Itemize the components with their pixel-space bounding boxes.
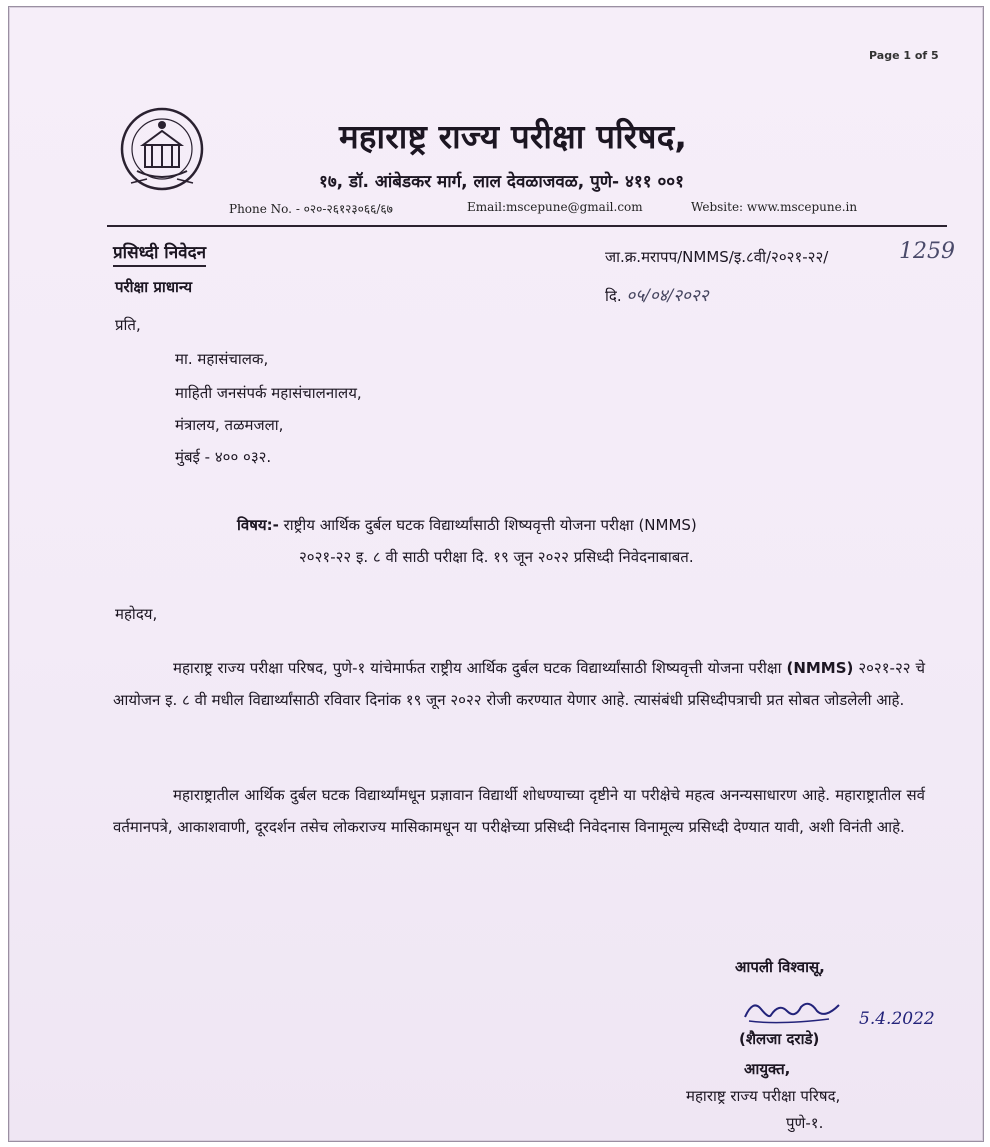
recipient-to: प्रति, (115, 316, 141, 334)
body-paragraph-2: महाराष्ट्रातील आर्थिक दुर्बल घटक विद्यार्थ्यांमधून प्रज्ञावान विद्यार्थी शोधण्याच्या दृष्टीने या परीक्षेचे महत्व अनन्यसाधारण आहे. महाराष्ट्रातील सर्व वर्तमानपत्रे, आकाशवाणी, दूरदर्शन तसेच लोकराज्य मासिकामधून या परीक्षेच्या प्रसिध्दी निवेदनास विनामूल्य प्रसिध्दी देण्यात यावी, अशी विनंती आहे. (113, 786, 925, 836)
para1-after: २०२१-२२ चे आयोजन इ. ८ वी मधील विद्यार्थ्यांसाठी रविवार दिनांक १९ जून २०२२ रोजी करण्यात येणार आहे. त्यासंबंधी प्रसिध्दीपत्राची प्रत सोबत जोडलेली आहे. (113, 659, 925, 709)
reference-number (605, 247, 828, 267)
date-prefix: दि. (605, 287, 622, 305)
org-address: १७, डॉ. आंबेडकर मार्ग, लाल देवळाजवळ, पुणे- ४११ ००१ (319, 172, 684, 192)
reference-handwritten-number: 1259 (899, 239, 955, 264)
body-paragraph-1 (113, 652, 925, 716)
date-handwritten: ०५/०४/२०२२ (626, 286, 709, 306)
website-link[interactable]: Website: www.mscepune.in (691, 200, 858, 214)
para1-bold: (NMMS) (786, 659, 854, 677)
handwritten-signature (739, 995, 849, 1029)
council-seal-logo (117, 105, 207, 209)
subject-text-1: राष्ट्रीय आर्थिक दुर्बल घटक विद्यार्थ्यांसाठी शिष्यवृत्ती योजना परीक्षा (NMMS) (278, 516, 697, 534)
email-address[interactable]: Email:mscepune@gmail.com (467, 200, 643, 214)
phone-number: Phone No. - ०२०-२६१२३०६६/६७ (229, 202, 393, 216)
notice-label: प्रसिध्दी निवेदन (113, 240, 206, 267)
recipient-line-3: मंत्रालय, तळमजला, (175, 416, 284, 434)
salutation: महोदय, (115, 605, 158, 623)
signature-scribble-icon (739, 995, 849, 1029)
recipient-line-2: माहिती जनसंपर्क महासंचालनालय, (175, 384, 362, 402)
priority-label: परीक्षा प्राधान्य (115, 278, 193, 296)
page-number: Page 1 of 5 (869, 49, 939, 62)
seal-emblem-icon (117, 105, 207, 209)
recipient-line-1: मा. महासंचालक, (175, 350, 269, 368)
reference-number-text: जा.क्र.मरापप/NMMS/इ.८वी/२०२१-२२/ (605, 248, 829, 266)
subject-line-2: २०२१-२२ इ. ८ वी साठी परीक्षा दि. १९ जून २०२२ प्रसिध्दी निवेदनाबाबत. (299, 548, 694, 566)
letter-date (605, 283, 709, 306)
signatory-title: आयुक्त, (744, 1060, 791, 1078)
para1-before: महाराष्ट्र राज्य परीक्षा परिषद, पुणे-१ यांचेमार्फत राष्ट्रीय आर्थिक दुर्बल घटक विद्यार्थ्यांसाठी शिष्यवृत्ती योजना परीक्षा (173, 659, 787, 677)
org-name: महाराष्ट्र राज्य परीक्षा परिषद, (339, 117, 688, 156)
signatory-org: महाराष्ट्र राज्य परीक्षा परिषद, (686, 1087, 841, 1105)
header-divider (107, 225, 947, 227)
signatory-city: पुणे-१. (786, 1114, 824, 1132)
signatory-name: (शैलजा दराडे) (739, 1030, 820, 1048)
subject-label: विषय:- (237, 516, 279, 534)
subject-line-1 (237, 515, 697, 535)
recipient-line-4: मुंबई - ४०० ०३२. (175, 448, 272, 466)
signature-date: 5.4.2022 (859, 1009, 935, 1029)
closing-line: आपली विश्वासू, (735, 958, 825, 976)
document-page (8, 6, 984, 1142)
